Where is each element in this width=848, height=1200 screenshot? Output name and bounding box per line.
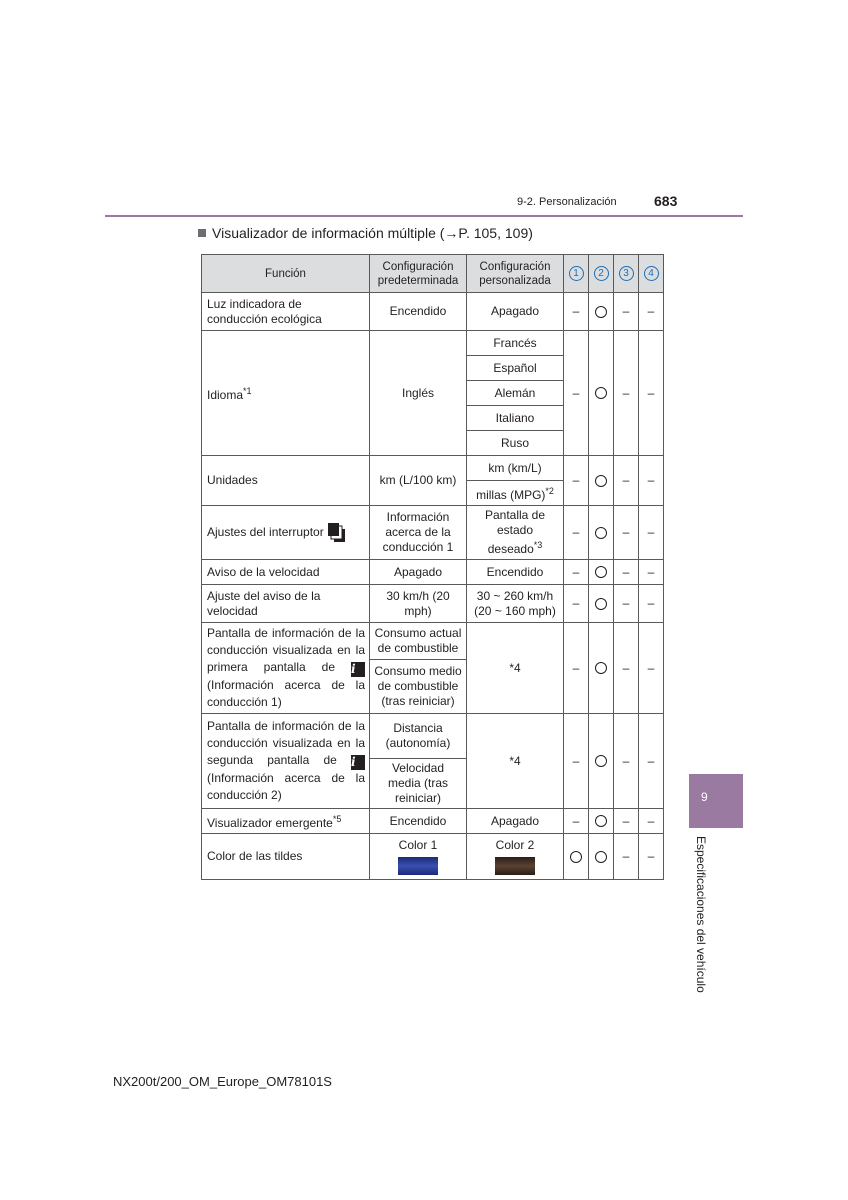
mark-dash: –	[564, 456, 589, 506]
color-1-swatch	[398, 857, 438, 875]
row-pantalla2-default1: Distancia (autonomía)	[370, 714, 467, 759]
row-tildes-default: Color 1	[370, 834, 467, 880]
row-pantalla1-default1: Consumo actual de combustible	[370, 623, 467, 660]
mark-dash: –	[639, 506, 664, 560]
row-ajuste-aviso-label: Ajuste del aviso de la velocidad	[202, 585, 370, 623]
table-row	[202, 560, 664, 585]
mark-dash: –	[614, 560, 639, 585]
row-unidades-option: km (km/L)	[467, 456, 564, 481]
circle-mark-icon	[595, 598, 607, 610]
info-icon: i	[351, 755, 365, 770]
square-bullet-icon	[198, 229, 206, 237]
circle-mark-icon	[595, 306, 607, 318]
table-row	[202, 623, 664, 660]
circle-mark-icon	[595, 566, 607, 578]
mark-dash: –	[639, 331, 664, 456]
row-idioma-option: Ruso	[467, 431, 564, 456]
header-col1	[564, 255, 589, 293]
row-pantalla1-label: Pantalla de información de la conducción visualizada en la primera pantalla de i (Información acerca de la conducción 1)	[202, 623, 370, 714]
circle-mark-icon	[595, 851, 607, 863]
chapter-number: 9	[701, 790, 708, 804]
row-emergente-label: Visualizador emergente$^{*5}$	[202, 809, 370, 834]
circled-3-icon: 3	[619, 266, 634, 281]
circle-mark-icon	[595, 755, 607, 767]
row-ajustes-default: Información acerca de la conducción 1	[370, 506, 467, 560]
circled-2-icon: 2	[594, 266, 609, 281]
mark-dash: –	[639, 623, 664, 714]
mark-dash: –	[614, 714, 639, 809]
row-ajuste-aviso-custom: 30 ~ 260 km/h (20 ~ 160 mph)	[467, 585, 564, 623]
header-divider	[105, 215, 743, 217]
mark-dash: –	[614, 506, 639, 560]
mark-dash: –	[639, 560, 664, 585]
table-row	[202, 585, 664, 623]
mark-dash: –	[614, 331, 639, 456]
circle-mark-icon	[595, 475, 607, 487]
row-aviso-custom: Encendido	[467, 560, 564, 585]
circle-mark-icon	[570, 851, 582, 863]
circle-mark-icon	[595, 527, 607, 539]
mark-dash: –	[639, 585, 664, 623]
table-row	[202, 331, 664, 356]
circled-1-icon: 1	[569, 266, 584, 281]
chapter-label: Especificaciones del vehículo	[694, 836, 708, 993]
circled-4-icon: 4	[644, 266, 659, 281]
mark-dash: –	[564, 506, 589, 560]
row-idioma-option: Italiano	[467, 406, 564, 431]
circle-mark-icon	[595, 387, 607, 399]
row-aviso-label: Aviso de la velocidad	[202, 560, 370, 585]
row-pantalla2-custom: *4	[467, 714, 564, 809]
table-row	[202, 714, 664, 759]
table-header-row	[202, 255, 664, 293]
row-emergente-default: Encendido	[370, 809, 467, 834]
mark-dash: –	[564, 293, 589, 331]
settings-table	[201, 254, 664, 880]
row-pantalla1-default2: Consumo medio de combustible (tras reiniciar)	[370, 660, 467, 714]
circle-mark-icon	[595, 662, 607, 674]
mark-dash: –	[564, 714, 589, 809]
mark-dash: –	[614, 809, 639, 834]
display-pages-icon	[328, 523, 346, 543]
row-idioma-option: Francés	[467, 331, 564, 356]
page-number: 683	[654, 193, 678, 209]
row-aviso-default: Apagado	[370, 560, 467, 585]
row-eco-default: Encendido	[370, 293, 467, 331]
row-tildes-custom: Color 2	[467, 834, 564, 880]
mark-dash: –	[639, 456, 664, 506]
section-title-text: Visualizador de información múltiple (	[212, 225, 445, 241]
mark-dash: –	[639, 809, 664, 834]
mark-dash: –	[614, 293, 639, 331]
header-function: Función	[202, 255, 370, 293]
row-ajuste-aviso-default: 30 km/h (20 mph)	[370, 585, 467, 623]
row-tildes-label: Color de las tildes	[202, 834, 370, 880]
info-icon: i	[351, 662, 365, 677]
row-ajustes-custom: Pantalla de estado deseado$^{*3}$	[467, 506, 564, 560]
row-pantalla2-label: Pantalla de información de la conducción visualizada en la segunda pantalla de i (Información acerca de la conducción 2)	[202, 714, 370, 809]
mark-dash: –	[614, 585, 639, 623]
table-row	[202, 809, 664, 834]
row-pantalla2-default2: Velocidad media (tras reiniciar)	[370, 759, 467, 809]
mark-dash: –	[639, 714, 664, 809]
header-section-title: 9-2. Personalización	[517, 196, 617, 208]
mark-dash: –	[564, 623, 589, 714]
row-eco-label: Luz indicadora de conducción ecológica	[202, 293, 370, 331]
table-row	[202, 834, 664, 880]
mark-dash: –	[639, 834, 664, 880]
row-unidades-option: millas (MPG)$^{*2}$	[467, 481, 564, 506]
section-heading	[198, 225, 533, 241]
mark-dash: –	[614, 456, 639, 506]
row-idioma-option: Español	[467, 356, 564, 381]
header-custom: Configuración personalizada	[467, 255, 564, 293]
row-unidades-label: Unidades	[202, 456, 370, 506]
header-col2	[589, 255, 614, 293]
chapter-tab[interactable]	[689, 774, 743, 828]
row-idioma-default: Inglés	[370, 331, 467, 456]
mark-dash: –	[564, 809, 589, 834]
header-default: Configuración predeterminada	[370, 255, 467, 293]
row-unidades-default: km (L/100 km)	[370, 456, 467, 506]
section-reference[interactable]: →P. 105, 109)	[444, 225, 533, 241]
circle-mark-icon	[595, 815, 607, 827]
mark-dash: –	[614, 834, 639, 880]
mark-dash: –	[614, 623, 639, 714]
mark-dash: –	[639, 293, 664, 331]
color-2-swatch	[495, 857, 535, 875]
row-idioma-label: Idioma$^{*1}$	[202, 331, 370, 456]
row-eco-custom: Apagado	[467, 293, 564, 331]
row-idioma-option: Alemán	[467, 381, 564, 406]
header-col4	[639, 255, 664, 293]
row-emergente-custom: Apagado	[467, 809, 564, 834]
mark-dash: –	[564, 331, 589, 456]
header-col3	[614, 255, 639, 293]
table-row	[202, 506, 664, 560]
table-row	[202, 293, 664, 331]
row-pantalla1-custom: *4	[467, 623, 564, 714]
mark-dash: –	[564, 585, 589, 623]
row-ajustes-label: Ajustes del interruptor	[202, 506, 370, 560]
table-row	[202, 456, 664, 481]
mark-dash: –	[564, 560, 589, 585]
footer-document-code: NX200t/200_OM_Europe_OM78101S	[113, 1074, 332, 1089]
